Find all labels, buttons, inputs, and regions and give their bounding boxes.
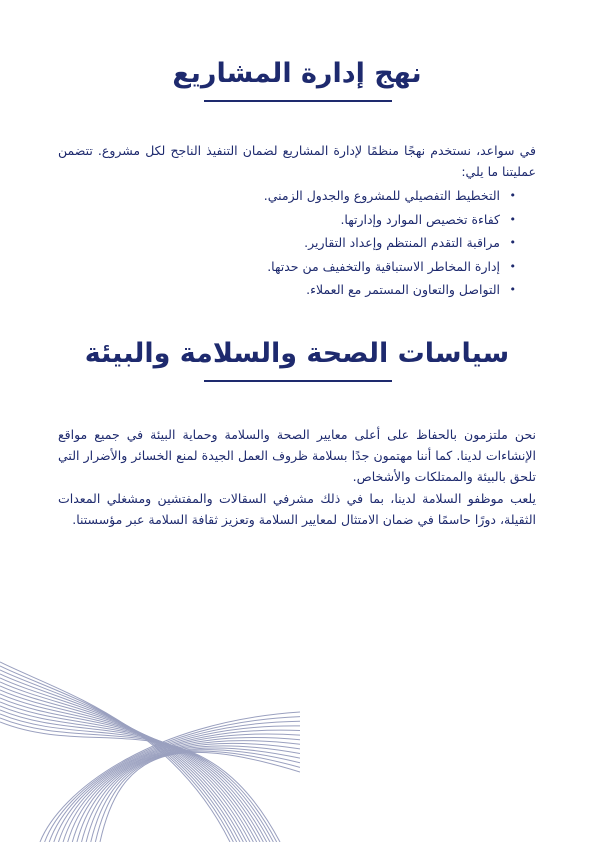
list-item: • التخطيط التفصيلي للمشروع والجدول الزمني. <box>58 184 516 208</box>
wave-line <box>0 666 233 842</box>
wave-line <box>0 690 253 842</box>
list-item: • التواصل والتعاون المستمر مع العملاء. <box>58 278 516 302</box>
project-management-list <box>58 184 516 302</box>
list-item: • مراقبة التقدم المنتظم وإعداد التقارير. <box>58 231 516 255</box>
hse-paragraph-2: يلعب موظفو السلامة لدينا، بما في ذلك مشرفي السقالات والمفتشين ومشغلي المعدات الثقيلة، دورًا حاسمًا في ضمان الامتثال لمعايير السلامة وتعزيز ثقافة السلامة عبر مؤسستنا. <box>58 491 536 527</box>
wave-line <box>77 743 300 842</box>
title-underline <box>204 380 392 382</box>
title-underline <box>204 100 392 102</box>
section-title-hse: سياسات الصحة والسلامة والبيئة <box>84 338 510 369</box>
wave-line <box>0 722 280 842</box>
section-title-project-management: نهج إدارة المشاريع <box>172 58 422 89</box>
project-management-intro: في سواعد، نستخدم نهجًا منظمًا لإدارة المشاريع لضمان التنفيذ الناجح لكل مشروع. تتضمن عمليتنا ما يلي: <box>58 143 536 179</box>
hse-paragraph-1: نحن ملتزمون بالحفاظ على أعلى معايير الصحة والسلامة وحماية البيئة في جميع مواقع الإنشاءات لدينا. كما أننا مهتمون جدًا بسلامة ظروف العمل الجيدة لمنع الخسائر والأضرار التي تلحق بالبيئة والممتلكات والأشخاص. <box>58 427 536 484</box>
list-item: • إدارة المخاطر الاستباقية والتخفيف من حدتها. <box>58 255 516 279</box>
decorative-waves-icon <box>0 652 300 842</box>
list-item: • كفاءة تخصيص الموارد وإدارتها. <box>58 208 516 232</box>
